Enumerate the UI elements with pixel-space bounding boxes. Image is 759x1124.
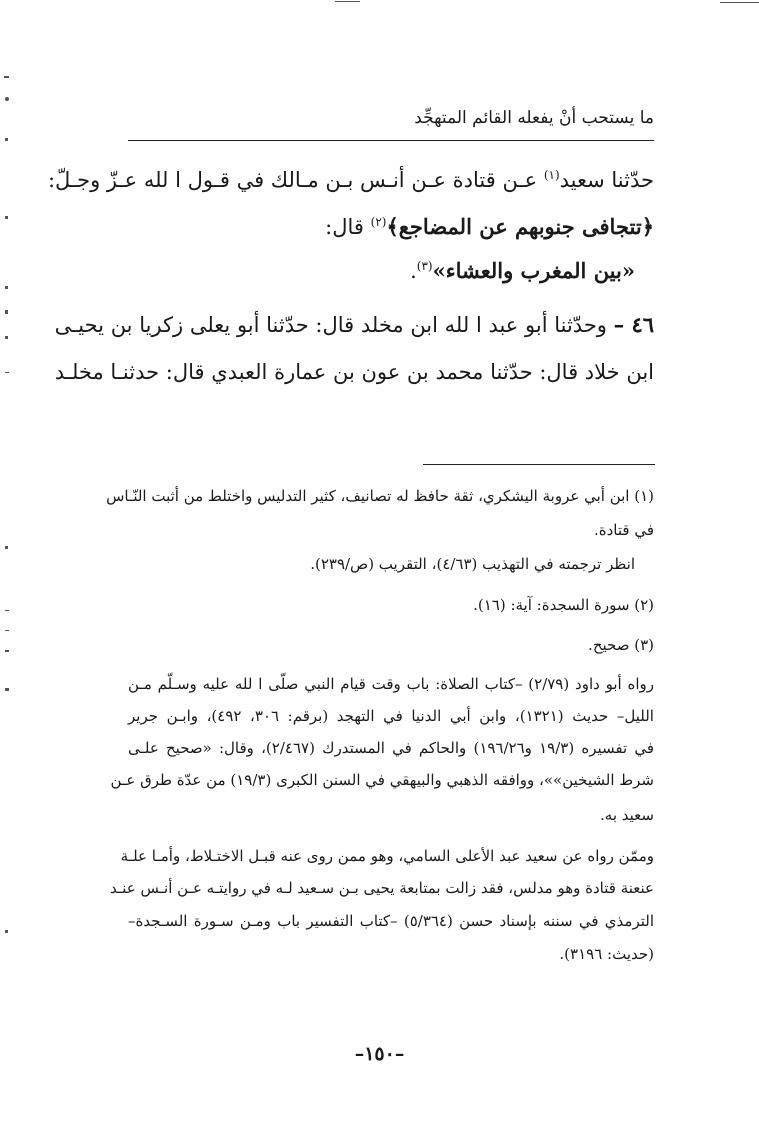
- scan-edge-mark: [5, 630, 9, 631]
- scan-edge-mark: [5, 610, 9, 611]
- body-text: وحدّثنا أبو عبد ا لله ابن مخلد قال: حدّثنا أبو يعلى زكريا بن يحيـى: [54, 313, 614, 337]
- scan-edge-mark: [335, 1, 360, 2]
- body-line-3: [410, 258, 635, 283]
- body-line-1: [47, 168, 654, 192]
- scan-edge-mark: [5, 216, 8, 219]
- scan-edge-mark: [5, 372, 9, 373]
- footnote-line: انظر ترجمته في التهذيب (٤/٦٣)، التقريب (ص/٢٣٩).: [310, 555, 635, 573]
- footnote-line: (١) ابن أبي عروبة اليشكري، ثقة حافظ له تصانيف، كثير التدليس واختلط من أثبت النّـاس: [106, 487, 654, 505]
- page-number: –١٥٠–: [354, 1043, 405, 1065]
- scan-edge-mark: [5, 930, 8, 933]
- body-text: .: [410, 259, 417, 283]
- header-rule: [128, 140, 654, 141]
- scan-edge-mark: [5, 286, 8, 289]
- footnote-line: سعيد به.: [600, 806, 654, 824]
- footnote-line: عنعنة قتادة وهو مدلس، فقد زالت بمتابعة يحيى بـن سـعيد لـه في روايتـه عـن أنـس عنـد: [109, 879, 654, 897]
- hadith-quote: «بين المغرب والعشاء»: [432, 258, 635, 283]
- footnote-line: في قتادة.: [593, 521, 654, 539]
- body-text: قال:: [325, 215, 371, 239]
- body-text: حدّثنا سعيد: [559, 168, 654, 192]
- footnote-ref-2: (٢): [370, 215, 387, 229]
- footnote-line: رواه أبو داود (٢/٧٩) –كتاب الصلاة: باب وقت قيام النبي صلّى ا لله عليه وسـلّم مـن: [128, 675, 654, 693]
- footnote-line: (حديث: ٣١٩٦).: [559, 945, 654, 963]
- scan-edge-mark: [5, 97, 9, 101]
- scan-edge-mark: [5, 138, 8, 141]
- body-text: عـن قتادة عـن أنـس بـن مـالك في قـول ا لله عـزّ وجـلّ:: [47, 168, 544, 192]
- body-line-4: [54, 312, 654, 337]
- scan-edge-mark: [720, 2, 759, 3]
- footnote-rule: [423, 464, 655, 465]
- footnote-line: الترمذي في سننه بإسناد حسن (٥/٣٦٤) –كتاب التفسير باب ومـن سـورة السـجدة–: [128, 912, 654, 930]
- footnote-line: (٣) صحيح.: [588, 636, 654, 654]
- footnote-ref-1: (١): [543, 168, 560, 182]
- scan-edge-mark: [4, 76, 9, 78]
- scan-edge-mark: [5, 546, 8, 549]
- running-header: ما يستحب أنْ يفعله القائم المتهجِّد: [414, 108, 654, 128]
- scan-edge-mark: [5, 688, 9, 691]
- footnote-line: الليل– حديث (١٣٢١)، وابن أبي الدنيا في التهجد (برقم: ٣٠٦، ٤٩٢)، وابـن جرير: [128, 707, 654, 725]
- body-line-5: [54, 360, 654, 384]
- footnote-line: شرط الشيخين»»، ووافقه الذهبي والبيهقي في السنن الكبرى (١٩/٣) من عدّة طرق عـن: [110, 771, 654, 789]
- hadith-number: ٤٦ –: [613, 312, 654, 337]
- footnote-ref-3: (٣): [416, 259, 433, 273]
- footnote-line: وممّن رواه عن سعيد عبد الأعلى السامي، وهو ممن روى عنه قبـل الاختـلاط، وأمـا علـة: [120, 847, 654, 865]
- scan-edge-mark: [5, 650, 9, 652]
- scan-edge-mark: [5, 336, 8, 339]
- scan-edge-mark: [5, 310, 8, 314]
- footnote-line: (٢) سورة السجدة: آية: (١٦).: [473, 596, 654, 614]
- quran-verse: ﴿تتجافى جنوبهم عن المضاجع﴾: [386, 214, 654, 239]
- body-line-2: [325, 214, 654, 239]
- footnote-line: في تفسيره (١٩/٣ و١٩٦/٢٦) والحاكم في المستدرك (٢/٤٦٧)، وقال: «صحيح علـى: [128, 739, 654, 757]
- body-text: ابن خلاد قال: حدّثنا محمد بن عون بن عمارة العبدي قال: حدثنـا مخلـد: [54, 360, 654, 384]
